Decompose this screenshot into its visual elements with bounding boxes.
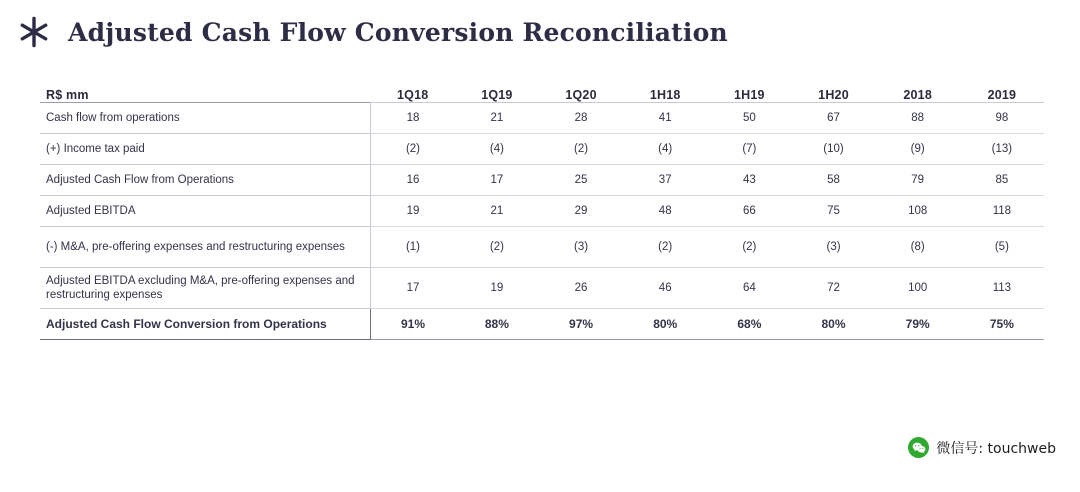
table-cell: (7) xyxy=(707,134,791,165)
table-header-row xyxy=(40,88,1044,103)
table-cell: 91% xyxy=(371,309,455,340)
table-cell: (5) xyxy=(960,227,1044,268)
table-cell: 113 xyxy=(960,268,1044,309)
table-cell: 17 xyxy=(371,268,455,309)
table-cell: 18 xyxy=(371,103,455,134)
table-cell: 68% xyxy=(707,309,791,340)
unit-label: R$ mm xyxy=(46,88,89,102)
wechat-icon xyxy=(908,437,929,458)
table-cell: 37 xyxy=(623,165,707,196)
table-cell: (3) xyxy=(791,227,875,268)
row-label: Adjusted Cash Flow from Operations xyxy=(40,165,371,196)
table-cell: 79% xyxy=(876,309,960,340)
table-row xyxy=(40,103,1044,134)
table-cell: (2) xyxy=(539,134,623,165)
column-header: 1Q19 xyxy=(481,88,513,102)
table-cell: (2) xyxy=(623,227,707,268)
table-cell: 19 xyxy=(371,196,455,227)
table-cell: 100 xyxy=(876,268,960,309)
column-header: 1H19 xyxy=(734,88,765,102)
table-cell: (3) xyxy=(539,227,623,268)
row-label: Adjusted Cash Flow Conversion from Operations xyxy=(40,309,371,340)
table-cell: (1) xyxy=(371,227,455,268)
column-header: 1Q18 xyxy=(397,88,429,102)
table-cell: 16 xyxy=(371,165,455,196)
table-cell: 88 xyxy=(876,103,960,134)
table-cell: 17 xyxy=(455,165,539,196)
table-cell: 88% xyxy=(455,309,539,340)
table-cell: 19 xyxy=(455,268,539,309)
table-cell: 85 xyxy=(960,165,1044,196)
table-cell: 98 xyxy=(960,103,1044,134)
table-cell: 50 xyxy=(707,103,791,134)
column-header: 1H20 xyxy=(818,88,849,102)
reconciliation-table xyxy=(40,88,1044,340)
table-cell: 97% xyxy=(539,309,623,340)
table-cell: 46 xyxy=(623,268,707,309)
table-header xyxy=(40,88,1044,103)
table-cell: 75% xyxy=(960,309,1044,340)
row-label: Adjusted EBITDA xyxy=(40,196,371,227)
table-row-total xyxy=(40,309,1044,340)
table-cell: 48 xyxy=(623,196,707,227)
table-cell: (10) xyxy=(791,134,875,165)
table-cell: (2) xyxy=(371,134,455,165)
table-cell: 26 xyxy=(539,268,623,309)
table-row xyxy=(40,165,1044,196)
table-cell: 43 xyxy=(707,165,791,196)
table-cell: (9) xyxy=(876,134,960,165)
watermark xyxy=(908,437,1056,458)
row-label: (-) M&A, pre-offering expenses and restructuring expenses xyxy=(40,227,371,268)
table-cell: 80% xyxy=(623,309,707,340)
column-header: 2018 xyxy=(903,88,932,102)
table-row xyxy=(40,227,1044,268)
table-cell: 21 xyxy=(455,103,539,134)
table-cell: (2) xyxy=(707,227,791,268)
table-cell: (2) xyxy=(455,227,539,268)
table-cell: 79 xyxy=(876,165,960,196)
asterisk-icon xyxy=(14,12,54,52)
table-row xyxy=(40,196,1044,227)
table-cell: (8) xyxy=(876,227,960,268)
table-cell: 108 xyxy=(876,196,960,227)
table-cell: 41 xyxy=(623,103,707,134)
table-cell: (13) xyxy=(960,134,1044,165)
table-cell: 64 xyxy=(707,268,791,309)
table-cell: 72 xyxy=(791,268,875,309)
table-cell: 29 xyxy=(539,196,623,227)
page-title: Adjusted Cash Flow Conversion Reconciliation xyxy=(68,17,728,47)
watermark-text: 微信号: touchweb xyxy=(936,440,1056,457)
table-cell: 25 xyxy=(539,165,623,196)
table-row xyxy=(40,134,1044,165)
reconciliation-table-container xyxy=(40,88,1044,340)
column-header: 1Q20 xyxy=(565,88,597,102)
table-cell: 21 xyxy=(455,196,539,227)
row-label: (+) Income tax paid xyxy=(40,134,371,165)
column-header: 1H18 xyxy=(649,88,681,102)
table-cell: 67 xyxy=(791,103,875,134)
table-body xyxy=(40,103,1044,340)
column-header: 2019 xyxy=(987,88,1017,102)
slide-header xyxy=(0,0,1080,56)
table-cell: 28 xyxy=(539,103,623,134)
table-cell: (4) xyxy=(455,134,539,165)
table-cell: 80% xyxy=(791,309,875,340)
table-cell: 118 xyxy=(960,196,1044,227)
table-cell: 66 xyxy=(707,196,791,227)
row-label: Adjusted EBITDA excluding M&A, pre-offering expenses and restructuring expenses xyxy=(40,268,371,309)
table-cell: 58 xyxy=(791,165,875,196)
row-label: Cash flow from operations xyxy=(40,103,371,134)
table-cell: 75 xyxy=(791,196,875,227)
table-cell: (4) xyxy=(623,134,707,165)
table-row xyxy=(40,268,1044,309)
